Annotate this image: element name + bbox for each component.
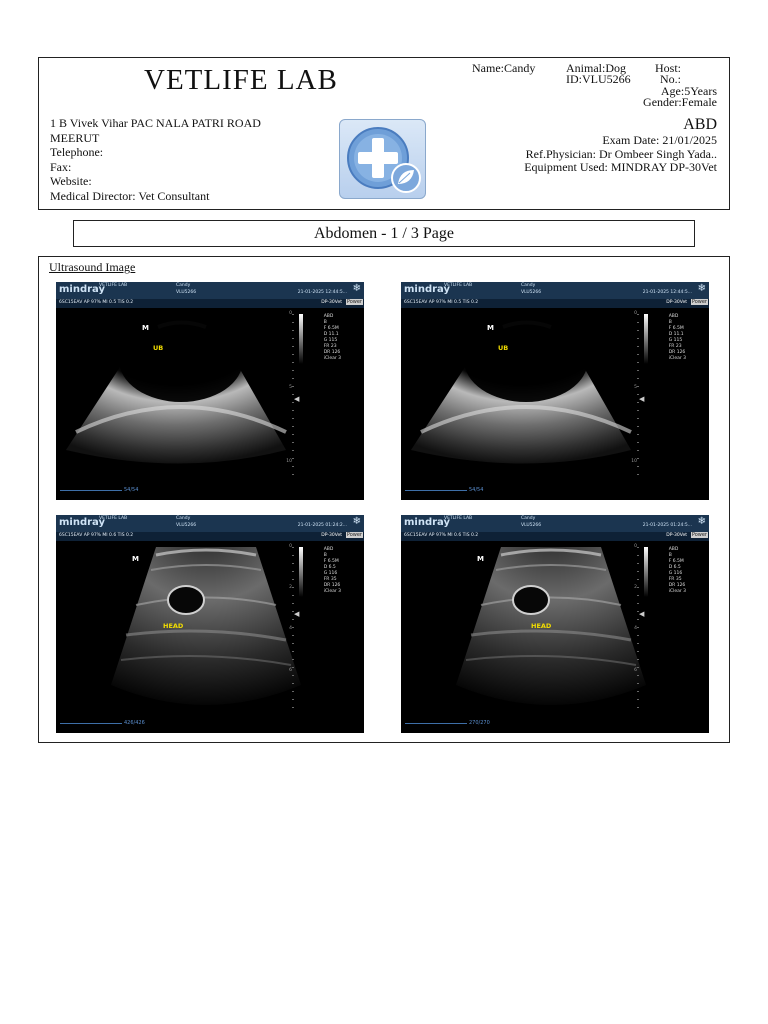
equipment-used: Equipment Used: MINDRAY DP-30Vet (524, 160, 717, 174)
depth-tick-label: 2 (289, 585, 292, 590)
frame-counter: 54/54 (469, 487, 484, 493)
image-info-bar (401, 299, 709, 308)
device-model: DP-30Vet (321, 533, 342, 538)
ultrasound-scan (401, 282, 709, 500)
depth-tick-label: 0 (634, 311, 637, 316)
orientation-marker: M (132, 555, 139, 563)
patient-name: Name:Candy (472, 61, 536, 75)
device-model: DP-30Vet (666, 300, 687, 305)
organ-label: HEAD (531, 622, 552, 630)
brand-logo: mindray (404, 284, 451, 295)
organ-label: UB (153, 344, 164, 352)
power-mode-badge: Power (691, 299, 707, 305)
patient-age: Age:5Years (660, 84, 717, 98)
power-mode-badge: Power (346, 299, 362, 305)
device-model: DP-30Vet (321, 300, 342, 305)
cine-bar (60, 490, 122, 491)
image-datetime: 21-01-2025 01:24:5... (642, 523, 692, 528)
depth-tick-label: 6 (634, 668, 637, 673)
image-datetime: 21-01-2025 12:44:5... (642, 290, 692, 295)
image-lab-name: VETLIFE LAB (99, 283, 128, 288)
depth-tick-label: 5 (289, 385, 292, 390)
cine-bar (60, 723, 122, 724)
freeze-icon: ❄ (352, 516, 361, 527)
focus-marker-icon: ◀ (294, 395, 300, 403)
image-patient-id: VLU5266 (521, 290, 542, 295)
patient-id: ID:VLU5266 (566, 72, 631, 86)
grayscale-bar (299, 547, 303, 597)
image-patient-name: Candy (176, 516, 191, 521)
brand-logo: mindray (404, 517, 451, 528)
orientation-marker: M (487, 324, 494, 332)
ultrasound-image (56, 282, 364, 500)
frame-counter: 426/426 (124, 720, 145, 726)
address-line: Medical Director: Vet Consultant (50, 188, 210, 203)
freeze-icon: ❄ (697, 283, 706, 294)
patient-gender: Gender:Female (643, 95, 717, 109)
imaging-parameters: ABD B F 6.5M D 11.1 G 115 FR 23 DR 126 iClear 3 (323, 314, 341, 361)
ultrasound-scan (401, 515, 709, 733)
depth-tick-label: 4 (634, 626, 637, 631)
page-title: Abdomen - 1 / 3 Page (73, 220, 695, 247)
freeze-icon: ❄ (352, 283, 361, 294)
depth-tick-label: 0 (289, 544, 292, 549)
depth-tick-label: 2 (634, 585, 637, 590)
image-patient-id: VLU5266 (521, 523, 542, 528)
address-line: 1 B Vivek Vihar PAC NALA PATRI ROAD (50, 116, 261, 130)
focus-marker-icon: ◀ (639, 610, 645, 618)
frame-counter: 54/54 (124, 487, 139, 493)
ultrasound-scan (56, 515, 364, 733)
medical-cross-leaf-icon (339, 119, 426, 199)
address-line: MEERUT (50, 130, 100, 145)
orientation-marker: M (142, 324, 149, 332)
image-lab-name: VETLIFE LAB (444, 283, 473, 288)
orientation-marker: M (477, 555, 484, 563)
no-field: No.: (660, 72, 681, 86)
device-model: DP-30Vet (666, 533, 687, 538)
image-datetime: 21-01-2025 01:24:2... (297, 523, 347, 528)
image-info-bar (401, 532, 709, 541)
image-info-bar (56, 532, 364, 541)
depth-tick-label: 5 (634, 385, 637, 390)
grayscale-bar (299, 314, 303, 364)
lab-address (50, 116, 261, 203)
depth-tick-label: 0 (634, 544, 637, 549)
exam-date: Exam Date: 21/01/2025 (602, 133, 717, 147)
probe-settings: 6SC15EAV AP 97% MI 0.6 TIS 0.2 (404, 533, 479, 538)
frame-counter: 270/270 (469, 720, 490, 726)
focus-marker-icon: ◀ (294, 610, 300, 618)
depth-tick-label: 10 (286, 459, 292, 464)
probe-settings: 6SC15EAV AP 97% MI 0.5 TIS 0.2 (59, 300, 134, 305)
cine-bar (405, 723, 467, 724)
host-field: Host: (655, 61, 682, 75)
image-patient-name: Candy (521, 516, 536, 521)
imaging-parameters: ABD B F 6.5M D 11.1 G 115 FR 23 DR 126 iClear 3 (668, 314, 686, 361)
image-lab-name: VETLIFE LAB (444, 516, 473, 521)
image-patient-id: VLU5266 (176, 523, 197, 528)
address-line: Telephone: (50, 145, 104, 159)
ultrasound-image (56, 515, 364, 733)
image-patient-name: Candy (176, 283, 191, 288)
grayscale-bar (644, 314, 648, 364)
imaging-parameters: ABD B F 6.5M D 6.5 G 116 FR 35 DR 126 iClear 3 (323, 547, 341, 594)
report-header (38, 57, 730, 210)
grayscale-bar (644, 547, 648, 597)
section-label: Ultrasound Image (49, 260, 136, 274)
depth-tick-label: 10 (631, 459, 637, 464)
depth-tick-label: 4 (289, 626, 292, 631)
image-info-bar (56, 299, 364, 308)
power-mode-badge: Power (691, 532, 707, 538)
address-line: Fax: (50, 159, 72, 174)
focus-marker-icon: ◀ (639, 395, 645, 403)
study-code: ABD (683, 116, 717, 133)
image-datetime: 21-01-2025 12:44:5... (297, 290, 347, 295)
power-mode-badge: Power (346, 532, 362, 538)
image-lab-name: VETLIFE LAB (99, 516, 128, 521)
organ-label: UB (498, 344, 509, 352)
ref-physician: Ref.Physician: Dr Ombeer Singh Yada.. (525, 146, 717, 161)
probe-settings: 6SC15EAV AP 97% MI 0.6 TIS 0.2 (59, 533, 134, 538)
brand-logo: mindray (59, 284, 106, 295)
organ-label: HEAD (163, 622, 184, 630)
brand-logo: mindray (59, 517, 106, 528)
ultrasound-scan (56, 282, 364, 500)
ultrasound-image (401, 282, 709, 500)
imaging-parameters: ABD B F 6.5M D 6.5 G 116 FR 35 DR 126 iClear 3 (668, 547, 686, 594)
image-patient-id: VLU5266 (176, 290, 197, 295)
exam-info (524, 116, 717, 175)
depth-tick-label: 0 (289, 311, 292, 316)
image-patient-name: Candy (521, 283, 536, 288)
cine-bar (405, 490, 467, 491)
depth-tick-label: 6 (289, 668, 292, 673)
ultrasound-image (401, 515, 709, 733)
patient-animal: Animal:Dog (566, 61, 626, 75)
address-line: Website: (50, 174, 92, 188)
freeze-icon: ❄ (697, 516, 706, 527)
lab-name: VETLIFE LAB (144, 64, 338, 96)
probe-settings: 6SC15EAV AP 97% MI 0.5 TIS 0.2 (404, 300, 479, 305)
